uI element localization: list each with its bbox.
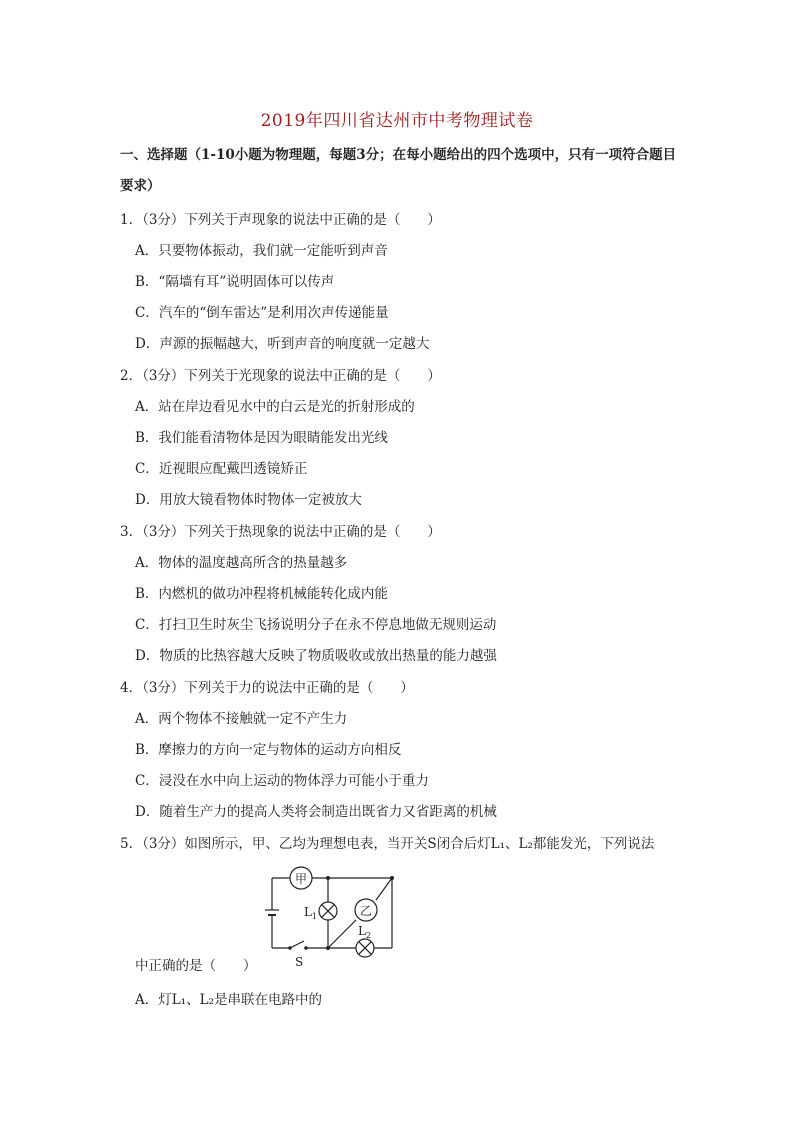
- question-2-stem: 2．（3分）下列关于光现象的说法中正确的是（ ）: [120, 368, 441, 384]
- question-2-option-d: D．用放大镜看物体时物体一定被放大: [135, 492, 362, 508]
- lamp-l2-icon: [356, 939, 374, 957]
- question-3-option-a: A．物体的温度越高所含的热量越多: [135, 555, 348, 571]
- question-3-option-b: B．内燃机的做功冲程将机械能转化成内能: [135, 586, 388, 602]
- junction-top: [326, 876, 330, 880]
- lamp-l1-label: $L_1$: [304, 905, 318, 921]
- switch-contact-left: [288, 946, 292, 950]
- question-4-option-c: C．浸没在水中向上运动的物体浮力可能小于重力: [135, 773, 429, 789]
- lamp-l2-label: $L_2$: [358, 924, 372, 940]
- question-1-option-b: B．“隔墙有耳”说明固体可以传声: [135, 274, 335, 290]
- question-3-option-c: C．打扫卫生时灰尘飞扬说明分子在永不停息地做无规则运动: [135, 617, 497, 633]
- switch-blade: [290, 941, 304, 948]
- question-4-option-d: D．随着生产力的提高人类将会制造出既省力又省距离的机械: [135, 804, 497, 820]
- question-2-option-a: A．站在岸边看见水中的白云是光的折射形成的: [135, 399, 415, 415]
- question-1-stem: 1．（3分）下列关于声现象的说法中正确的是（ ）: [120, 212, 441, 228]
- circuit-diagram: [258, 862, 408, 972]
- question-2-option-c: C．近视眼应配戴凹透镜矫正: [135, 461, 308, 477]
- question-1-option-d: D．声源的振幅越大，听到声音的响度就一定越大: [135, 336, 430, 352]
- question-4-option-b: B．摩擦力的方向一定与物体的运动方向相反: [135, 742, 402, 758]
- junction-bottom: [326, 946, 330, 950]
- page-title: 2019年四川省达州市中考物理试卷: [260, 111, 534, 131]
- question-5-option-a: A．灯L₁、L₂是串联在电路中的: [135, 992, 323, 1008]
- section-heading: 一、选择题（1-10小题为物理题，每题3分；在每小题给出的四个选项中，只有一项符合题目要求）: [120, 147, 677, 194]
- meter-a-label: 甲: [294, 872, 308, 886]
- meter-a-icon: [290, 867, 312, 889]
- meter-b-icon: [355, 899, 377, 921]
- junction-top-right: [390, 876, 394, 880]
- question-5-stem: 5．（3分）如图所示，甲、乙均为理想电表，当开关S闭合后灯L₁、L₂都能发光，下列说法: [120, 836, 655, 852]
- lamp-l1-icon: [319, 902, 337, 920]
- switch-label: S: [295, 955, 304, 969]
- meter-b-label: 乙: [359, 904, 373, 918]
- switch-contact-right: [304, 946, 308, 950]
- question-4-option-a: A．两个物体不接触就一定不产生力: [135, 711, 348, 727]
- question-5-stem-continued: 中正确的是（ ）: [135, 958, 257, 974]
- question-2-option-b: B．我们能看清物体是因为眼睛能发出光线: [135, 430, 388, 446]
- question-4-stem: 4．（3分）下列关于力的说法中正确的是（ ）: [120, 680, 414, 696]
- question-3-option-d: D．物质的比热容越大反映了物质吸收或放出热量的能力越强: [135, 648, 497, 664]
- question-3-stem: 3．（3分）下列关于热现象的说法中正确的是（ ）: [120, 524, 441, 540]
- question-1-option-a: A．只要物体振动，我们就一定能听到声音: [135, 243, 388, 259]
- question-1-option-c: C．汽车的“倒车雷达”是利用次声传递能量: [135, 305, 389, 321]
